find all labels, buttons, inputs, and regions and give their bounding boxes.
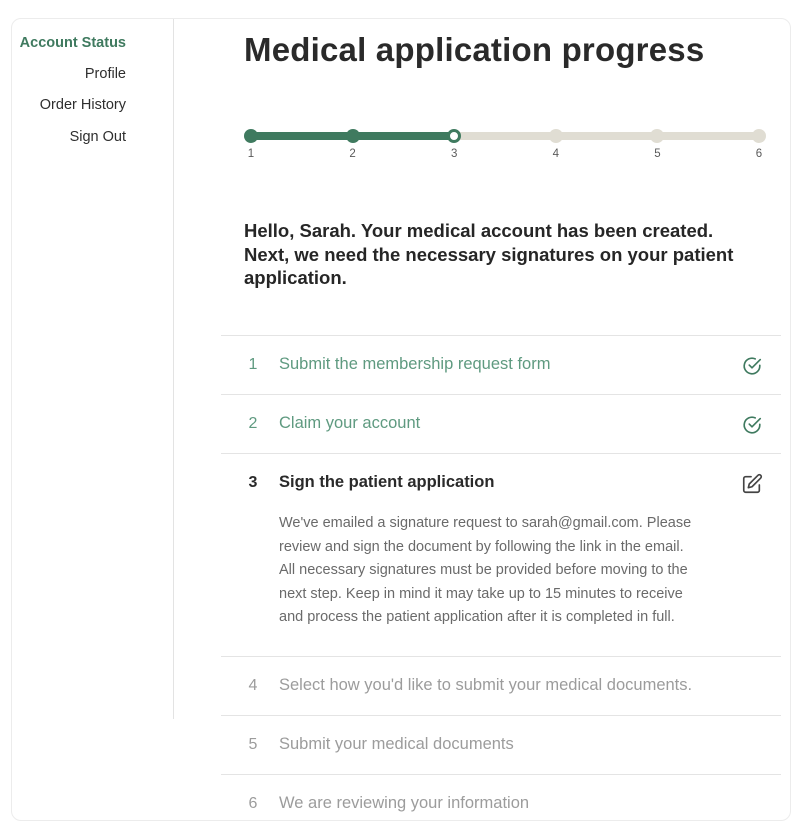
progress-dot-2 bbox=[346, 129, 360, 143]
step-number: 4 bbox=[248, 676, 258, 694]
app-frame bbox=[11, 18, 791, 821]
check-circle-icon bbox=[741, 414, 763, 436]
progress-dot-6 bbox=[752, 129, 766, 143]
step-title: Select how you'd like to submit your medical documents. bbox=[279, 675, 693, 694]
sidebar-item-account-status[interactable]: Account Status bbox=[19, 35, 126, 51]
step-title: Claim your account bbox=[279, 414, 421, 432]
step-item-6 bbox=[221, 774, 781, 822]
step-item-5 bbox=[221, 715, 781, 774]
step-header bbox=[221, 716, 781, 774]
progress-dot-4 bbox=[549, 129, 563, 143]
progress-dot-3 bbox=[447, 129, 461, 143]
step-item-4 bbox=[221, 656, 781, 715]
check-circle-icon bbox=[741, 355, 763, 377]
progress-label-5: 5 bbox=[654, 148, 661, 160]
progress-label-3: 3 bbox=[450, 148, 458, 160]
page-title: Medical application progress bbox=[244, 31, 705, 68]
step-number: 6 bbox=[248, 794, 258, 812]
sidebar-item-profile[interactable]: Profile bbox=[84, 66, 126, 82]
step-number: 2 bbox=[248, 415, 258, 432]
step-title: Sign the patient application bbox=[279, 473, 495, 491]
progress-label-1: 1 bbox=[247, 148, 255, 160]
progress-dot-5 bbox=[650, 129, 664, 143]
progress-dot-1 bbox=[244, 129, 258, 143]
progress-stepper bbox=[244, 127, 764, 167]
step-number: 5 bbox=[248, 735, 258, 753]
step-header bbox=[221, 454, 781, 512]
step-title: Submit your medical documents bbox=[279, 734, 514, 753]
step-header bbox=[221, 336, 781, 394]
step-number: 1 bbox=[248, 356, 258, 373]
step-header bbox=[221, 657, 781, 715]
sidebar-item-order-history[interactable]: Order History bbox=[39, 97, 126, 113]
step-title: We are reviewing your information bbox=[279, 793, 530, 812]
progress-label-2: 2 bbox=[349, 148, 356, 160]
step-item-3[interactable] bbox=[221, 453, 781, 656]
step-number: 3 bbox=[248, 474, 258, 491]
greeting-message: Hello, Sarah. Your medical account has been created. Next, we need the necessary signatures on your patient application. bbox=[244, 220, 734, 288]
step-title: Submit the membership request form bbox=[279, 355, 551, 373]
edit-icon[interactable] bbox=[741, 473, 763, 495]
sidebar-item-sign-out[interactable]: Sign Out bbox=[69, 129, 126, 145]
progress-label-6: 6 bbox=[755, 148, 763, 160]
step-header bbox=[221, 395, 781, 453]
step-item-1[interactable] bbox=[221, 335, 781, 394]
step-header bbox=[221, 775, 781, 822]
steps-list bbox=[221, 335, 781, 821]
sidebar bbox=[12, 19, 174, 719]
step-item-2[interactable] bbox=[221, 394, 781, 453]
step-description: We've emailed a signature request to sarah@gmail.com. Please review and sign the document by following the link in the email. All necessary signatures must be provided before moving to the next step. Keep in mind it may take up to 15 minutes to receive and process the patient application after it is completed in full. bbox=[279, 515, 692, 625]
progress-label-4: 4 bbox=[552, 148, 559, 160]
